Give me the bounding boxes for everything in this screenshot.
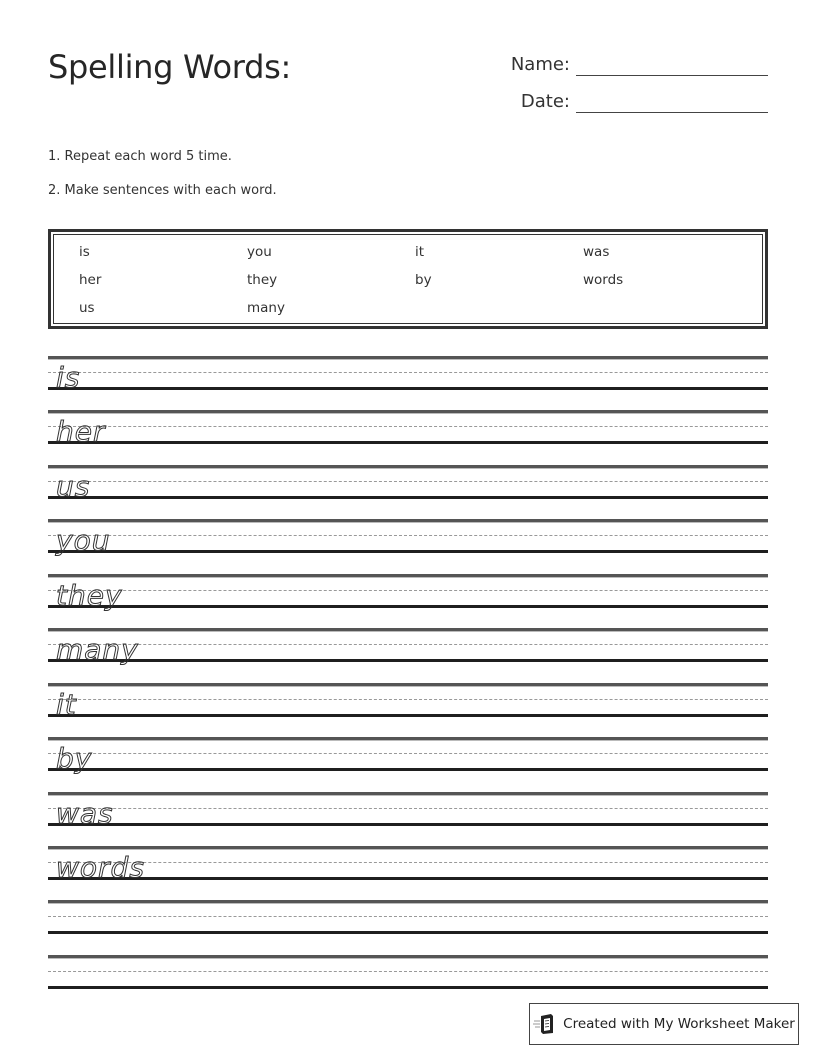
created-with-badge[interactable] — [529, 1003, 799, 1045]
baseline-rule — [48, 823, 768, 826]
trace-word: us — [56, 470, 91, 503]
dashed-midline — [48, 808, 768, 809]
top-rule — [48, 792, 768, 796]
baseline-rule — [48, 441, 768, 444]
trace-word: her — [56, 415, 106, 448]
word-bank-word: by — [415, 272, 432, 288]
trace-word: it — [56, 688, 77, 721]
worksheet-maker-logo-icon — [533, 1013, 557, 1035]
baseline-rule — [48, 496, 768, 499]
top-rule — [48, 628, 768, 632]
name-field — [500, 54, 768, 76]
baseline-rule — [48, 877, 768, 880]
dashed-midline — [48, 590, 768, 591]
word-bank-word: was — [583, 244, 610, 260]
name-label: Name: — [510, 54, 570, 75]
baseline-rule — [48, 986, 768, 989]
dashed-midline — [48, 699, 768, 700]
word-bank-word: they — [247, 272, 278, 288]
handwriting-row[interactable] — [48, 955, 768, 987]
word-bank-word: her — [79, 272, 102, 288]
trace-word: you — [56, 524, 111, 557]
handwriting-row[interactable] — [48, 900, 768, 932]
trace-word: they — [56, 579, 123, 612]
handwriting-row[interactable] — [48, 356, 768, 394]
trace-word: is — [56, 361, 81, 394]
top-rule — [48, 519, 768, 523]
word-bank-word: is — [79, 244, 90, 260]
dashed-midline — [48, 916, 768, 917]
top-rule — [48, 846, 768, 850]
instruction-2: 2. Make sentences with each word. — [48, 183, 277, 198]
baseline-rule — [48, 387, 768, 390]
baseline-rule — [48, 605, 768, 608]
word-bank-box — [48, 229, 768, 329]
handwriting-row[interactable] — [48, 737, 768, 775]
baseline-rule — [48, 768, 768, 771]
dashed-midline — [48, 753, 768, 754]
date-label: Date: — [520, 91, 570, 112]
baseline-rule — [48, 931, 768, 934]
date-blank-line[interactable] — [576, 92, 768, 113]
created-with-label: Created with My Worksheet Maker — [563, 1016, 795, 1032]
handwriting-row[interactable] — [48, 519, 768, 557]
word-bank-word: us — [79, 300, 95, 316]
instruction-1: 1. Repeat each word 5 time. — [48, 149, 232, 164]
baseline-rule — [48, 659, 768, 662]
dashed-midline — [48, 535, 768, 536]
dashed-midline — [48, 971, 768, 972]
handwriting-row[interactable] — [48, 683, 768, 721]
dashed-midline — [48, 372, 768, 373]
page-title: Spelling Words: — [48, 48, 291, 86]
top-rule — [48, 410, 768, 414]
trace-word: by — [56, 742, 93, 775]
dashed-midline — [48, 862, 768, 863]
baseline-rule — [48, 550, 768, 553]
dashed-midline — [48, 644, 768, 645]
word-bank-inner-border — [53, 234, 763, 324]
word-bank-word: it — [415, 244, 425, 260]
dashed-midline — [48, 481, 768, 482]
top-rule — [48, 465, 768, 469]
top-rule — [48, 574, 768, 578]
handwriting-row[interactable] — [48, 792, 768, 830]
trace-word: words — [56, 851, 145, 884]
trace-word: many — [56, 633, 139, 666]
word-bank-word: words — [583, 272, 624, 288]
date-field — [500, 91, 768, 113]
handwriting-row[interactable] — [48, 628, 768, 666]
handwriting-row[interactable] — [48, 846, 768, 884]
baseline-rule — [48, 714, 768, 717]
handwriting-row[interactable] — [48, 410, 768, 448]
word-bank-word: many — [247, 300, 285, 316]
top-rule — [48, 683, 768, 687]
top-rule — [48, 955, 768, 959]
word-bank-word: you — [247, 244, 272, 260]
name-blank-line[interactable] — [576, 55, 768, 76]
handwriting-row[interactable] — [48, 574, 768, 612]
top-rule — [48, 900, 768, 904]
top-rule — [48, 737, 768, 741]
handwriting-row[interactable] — [48, 465, 768, 503]
trace-word: was — [56, 797, 114, 830]
top-rule — [48, 356, 768, 360]
dashed-midline — [48, 426, 768, 427]
